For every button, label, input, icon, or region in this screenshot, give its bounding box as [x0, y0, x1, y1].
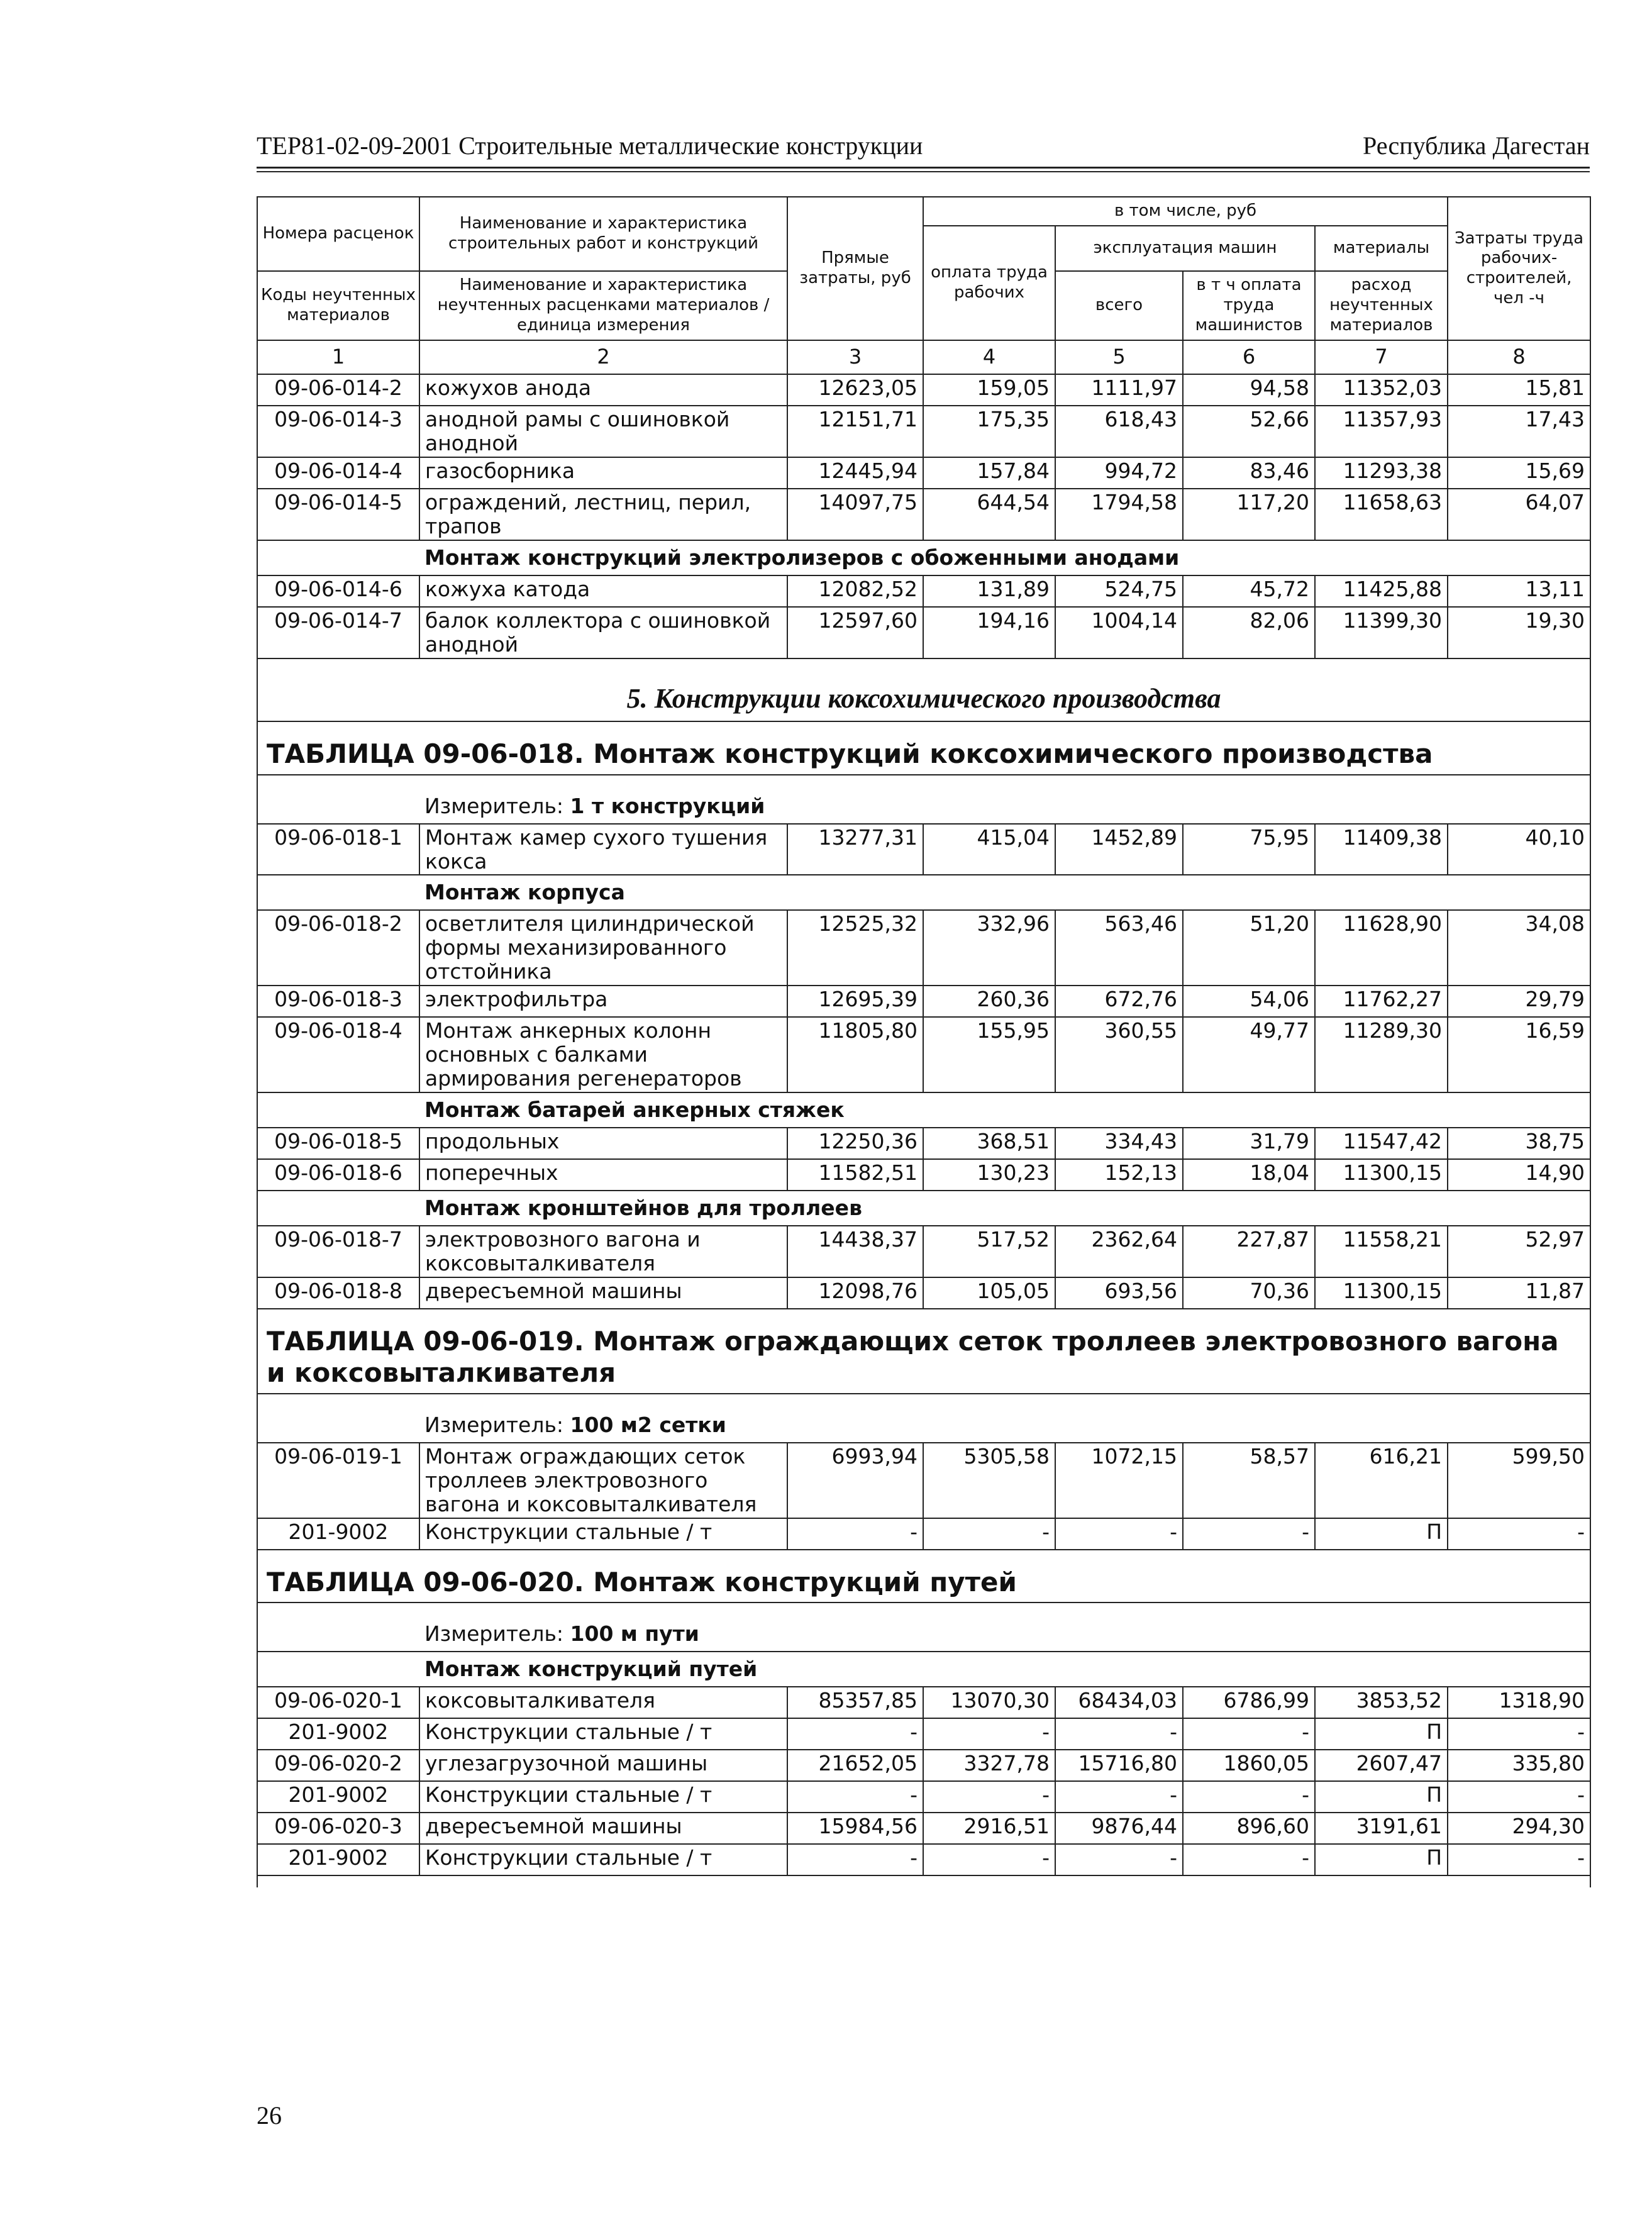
value-cell: 11,87: [1448, 1277, 1590, 1309]
value-cell: 2607,47: [1315, 1750, 1448, 1781]
value-cell: 12525,32: [787, 910, 923, 986]
value-cell: 12623,05: [787, 374, 923, 406]
section-heading-row: [257, 540, 1590, 575]
value-cell: 70,36: [1183, 1277, 1315, 1309]
work-name: ограждений, лестниц, перил, трапов: [419, 489, 787, 540]
table-row: [257, 1159, 1590, 1191]
col-header-machinists-wages: в т ч оплата труда машинистов: [1183, 271, 1315, 340]
work-name: анодной рамы с ошиновкой анодной: [419, 406, 787, 457]
table-title: ТАБЛИЦА 09-06-020. Монтаж конструкций путей: [257, 1550, 1590, 1603]
table-row: [257, 1687, 1590, 1718]
value-cell: 9876,44: [1055, 1813, 1183, 1844]
value-cell: 51,20: [1183, 910, 1315, 986]
value-cell: -: [1183, 1844, 1315, 1875]
value-cell: 13,11: [1448, 575, 1590, 607]
section-heading: Монтаж кронштейнов для троллеев: [419, 1191, 1590, 1226]
value-cell: 15,81: [1448, 374, 1590, 406]
value-cell: 14,90: [1448, 1159, 1590, 1191]
rate-code: 09-06-018-8: [257, 1277, 419, 1309]
value-cell: П: [1315, 1518, 1448, 1550]
value-cell: П: [1315, 1781, 1448, 1813]
table-row: [257, 489, 1590, 540]
value-cell: 1318,90: [1448, 1687, 1590, 1718]
value-cell: 11658,63: [1315, 489, 1448, 540]
value-cell: 12151,71: [787, 406, 923, 457]
work-name: Конструкции стальные / т: [419, 1718, 787, 1750]
value-cell: 2916,51: [923, 1813, 1055, 1844]
table-row: [257, 1750, 1590, 1781]
table-body: [257, 374, 1590, 1887]
value-cell: 12250,36: [787, 1128, 923, 1159]
value-cell: 415,04: [923, 824, 1055, 875]
value-cell: 75,95: [1183, 824, 1315, 875]
table-row: [257, 1226, 1590, 1277]
value-cell: 12695,39: [787, 986, 923, 1017]
value-cell: 368,51: [923, 1128, 1055, 1159]
value-cell: 175,35: [923, 406, 1055, 457]
rate-code: 09-06-018-6: [257, 1159, 419, 1191]
rate-code: 201-9002: [257, 1518, 419, 1550]
measure-value: 100 м пути: [570, 1621, 699, 1646]
table-row: [257, 1017, 1590, 1092]
table-row: [257, 1277, 1590, 1309]
spacer-cell: [257, 1652, 419, 1687]
value-cell: 227,87: [1183, 1226, 1315, 1277]
work-name: Конструкции стальные / т: [419, 1781, 787, 1813]
rate-code: 09-06-014-6: [257, 575, 419, 607]
value-cell: -: [787, 1718, 923, 1750]
spacer-cell: [257, 1191, 419, 1226]
work-name: кожуха катода: [419, 575, 787, 607]
value-cell: 618,43: [1055, 406, 1183, 457]
document-title: ТЕР81-02-09-2001 Строительные металлические конструкции: [257, 131, 923, 160]
measure-row: [257, 775, 1590, 824]
value-cell: 2362,64: [1055, 1226, 1183, 1277]
value-cell: -: [923, 1844, 1055, 1875]
value-cell: 16,59: [1448, 1017, 1590, 1092]
work-name: кожухов анода: [419, 374, 787, 406]
value-cell: -: [787, 1844, 923, 1875]
column-number: 8: [1448, 340, 1590, 374]
column-number: 5: [1055, 340, 1183, 374]
value-cell: 1072,15: [1055, 1443, 1183, 1518]
value-cell: -: [1183, 1518, 1315, 1550]
value-cell: 82,06: [1183, 607, 1315, 658]
value-cell: -: [1055, 1718, 1183, 1750]
measure-unit: [419, 775, 1590, 824]
work-name: Конструкции стальные / т: [419, 1844, 787, 1875]
value-cell: 194,16: [923, 607, 1055, 658]
value-cell: 3327,78: [923, 1750, 1055, 1781]
value-cell: 105,05: [923, 1277, 1055, 1309]
value-cell: 616,21: [1315, 1443, 1448, 1518]
rate-code: 201-9002: [257, 1718, 419, 1750]
table-title-row: [257, 1550, 1590, 1603]
value-cell: 896,60: [1183, 1813, 1315, 1844]
rate-code: 09-06-019-1: [257, 1443, 419, 1518]
value-cell: 1794,58: [1055, 489, 1183, 540]
rate-code: 09-06-018-2: [257, 910, 419, 986]
col-header-machines-total: всего: [1055, 271, 1183, 340]
value-cell: 11399,30: [1315, 607, 1448, 658]
work-name: продольных: [419, 1128, 787, 1159]
rate-code: 09-06-020-1: [257, 1687, 419, 1718]
value-cell: -: [1055, 1844, 1183, 1875]
value-cell: 54,06: [1183, 986, 1315, 1017]
value-cell: -: [923, 1518, 1055, 1550]
work-name: поперечных: [419, 1159, 787, 1191]
table-header: [257, 197, 1590, 374]
value-cell: 85357,85: [787, 1687, 923, 1718]
table-row: [257, 910, 1590, 986]
col-header-codes-unaccounted: Коды неучтенных материалов: [257, 271, 419, 340]
value-cell: 11289,30: [1315, 1017, 1448, 1092]
value-cell: -: [1448, 1518, 1590, 1550]
spacer-row: [257, 1875, 1590, 1887]
section-heading-row: [257, 875, 1590, 910]
value-cell: 52,97: [1448, 1226, 1590, 1277]
value-cell: 13277,31: [787, 824, 923, 875]
column-number: 1: [257, 340, 419, 374]
table-row: [257, 1718, 1590, 1750]
column-number: 3: [787, 340, 923, 374]
value-cell: 11425,88: [1315, 575, 1448, 607]
value-cell: -: [923, 1781, 1055, 1813]
value-cell: -: [1055, 1781, 1183, 1813]
rate-code: 09-06-014-7: [257, 607, 419, 658]
table-row: [257, 1518, 1590, 1550]
spacer-cell: [257, 1092, 419, 1128]
value-cell: 3191,61: [1315, 1813, 1448, 1844]
section-heading: Монтаж конструкций электролизеров с обоженными анодами: [419, 540, 1590, 575]
table-row: [257, 1844, 1590, 1875]
work-name: газосборника: [419, 457, 787, 489]
table-row: [257, 986, 1590, 1017]
value-cell: 11805,80: [787, 1017, 923, 1092]
value-cell: П: [1315, 1844, 1448, 1875]
value-cell: 45,72: [1183, 575, 1315, 607]
table-row: [257, 374, 1590, 406]
table-row: [257, 1781, 1590, 1813]
table-row: [257, 1813, 1590, 1844]
value-cell: 1004,14: [1055, 607, 1183, 658]
work-name: коксовыталкивателя: [419, 1687, 787, 1718]
work-name: Монтаж камер сухого тушения кокса: [419, 824, 787, 875]
chapter-title-row: [257, 658, 1590, 722]
rate-code: 09-06-018-5: [257, 1128, 419, 1159]
value-cell: 83,46: [1183, 457, 1315, 489]
value-cell: 31,79: [1183, 1128, 1315, 1159]
col-header-group: в том числе, руб: [923, 197, 1448, 226]
value-cell: 11293,38: [1315, 457, 1448, 489]
spacer-cell: [257, 775, 419, 824]
work-name: двересъемной машины: [419, 1813, 787, 1844]
rate-code: 09-06-014-4: [257, 457, 419, 489]
col-header-codes: Номера расценок: [257, 197, 419, 271]
section-heading-row: [257, 1652, 1590, 1687]
region-name: Республика Дагестан: [1363, 131, 1590, 160]
value-cell: 159,05: [923, 374, 1055, 406]
value-cell: 12098,76: [787, 1277, 923, 1309]
value-cell: 11300,15: [1315, 1277, 1448, 1309]
col-header-wages: оплата труда рабочих: [923, 226, 1055, 340]
col-header-labor-hours: Затраты труда рабочих-строителей, чел -ч: [1448, 197, 1590, 340]
value-cell: 693,56: [1055, 1277, 1183, 1309]
value-cell: 64,07: [1448, 489, 1590, 540]
value-cell: 11300,15: [1315, 1159, 1448, 1191]
section-heading: Монтаж батарей анкерных стяжек: [419, 1092, 1590, 1128]
table-title: ТАБЛИЦА 09-06-018. Монтаж конструкций коксохимического производства: [257, 721, 1590, 774]
rate-code: 201-9002: [257, 1781, 419, 1813]
value-cell: 294,30: [1448, 1813, 1590, 1844]
value-cell: 49,77: [1183, 1017, 1315, 1092]
value-cell: 131,89: [923, 575, 1055, 607]
table-row: [257, 824, 1590, 875]
value-cell: 29,79: [1448, 986, 1590, 1017]
value-cell: 14097,75: [787, 489, 923, 540]
value-cell: 152,13: [1055, 1159, 1183, 1191]
value-cell: 334,43: [1055, 1128, 1183, 1159]
work-name: электровозного вагона и коксовыталкивателя: [419, 1226, 787, 1277]
section-heading: Монтаж корпуса: [419, 875, 1590, 910]
work-name: балок коллектора с ошиновкой анодной: [419, 607, 787, 658]
rate-code: 09-06-014-5: [257, 489, 419, 540]
rate-code: 09-06-014-2: [257, 374, 419, 406]
value-cell: 1860,05: [1183, 1750, 1315, 1781]
value-cell: -: [1448, 1844, 1590, 1875]
value-cell: 117,20: [1183, 489, 1315, 540]
rate-code: 09-06-020-3: [257, 1813, 419, 1844]
col-header-name-unaccounted: Наименование и характеристика неучтенных расценками материалов / единица измерения: [419, 271, 787, 340]
rate-code: 09-06-018-7: [257, 1226, 419, 1277]
section-heading: Монтаж конструкций путей: [419, 1652, 1590, 1687]
work-name: Монтаж ограждающих сеток троллеев электровозного вагона и коксовыталкивателя: [419, 1443, 787, 1518]
value-cell: 15716,80: [1055, 1750, 1183, 1781]
col-header-materials: материалы: [1315, 226, 1448, 271]
measure-label: Измеритель:: [424, 1621, 564, 1646]
col-header-direct-costs: Прямые затраты, руб: [787, 197, 923, 340]
value-cell: 260,36: [923, 986, 1055, 1017]
rate-code: 09-06-014-3: [257, 406, 419, 457]
measure-value: 100 м2 сетки: [570, 1412, 726, 1437]
value-cell: -: [787, 1518, 923, 1550]
table-row: [257, 1443, 1590, 1518]
value-cell: 11547,42: [1315, 1128, 1448, 1159]
value-cell: 12597,60: [787, 607, 923, 658]
value-cell: 52,66: [1183, 406, 1315, 457]
value-cell: 157,84: [923, 457, 1055, 489]
value-cell: 1111,97: [1055, 374, 1183, 406]
value-cell: 34,08: [1448, 910, 1590, 986]
spacer-cell: [257, 1875, 1590, 1887]
column-number: 2: [419, 340, 787, 374]
rate-code: 201-9002: [257, 1844, 419, 1875]
value-cell: 672,76: [1055, 986, 1183, 1017]
value-cell: -: [787, 1781, 923, 1813]
table-row: [257, 1128, 1590, 1159]
value-cell: 11558,21: [1315, 1226, 1448, 1277]
value-cell: -: [1183, 1781, 1315, 1813]
value-cell: 994,72: [1055, 457, 1183, 489]
value-cell: 11762,27: [1315, 986, 1448, 1017]
spacer-cell: [257, 1603, 419, 1652]
value-cell: -: [1183, 1718, 1315, 1750]
rate-code: 09-06-018-3: [257, 986, 419, 1017]
column-number: 6: [1183, 340, 1315, 374]
rate-code: 09-06-020-2: [257, 1750, 419, 1781]
work-name: электрофильтра: [419, 986, 787, 1017]
value-cell: 5305,58: [923, 1443, 1055, 1518]
value-cell: 1452,89: [1055, 824, 1183, 875]
measure-row: [257, 1394, 1590, 1443]
value-cell: 58,57: [1183, 1443, 1315, 1518]
value-cell: 11628,90: [1315, 910, 1448, 986]
page-number: 26: [257, 2101, 282, 2130]
value-cell: 599,50: [1448, 1443, 1590, 1518]
measure-row: [257, 1603, 1590, 1652]
value-cell: 94,58: [1183, 374, 1315, 406]
value-cell: 40,10: [1448, 824, 1590, 875]
value-cell: 6786,99: [1183, 1687, 1315, 1718]
value-cell: 15984,56: [787, 1813, 923, 1844]
table-row: [257, 575, 1590, 607]
value-cell: 517,52: [923, 1226, 1055, 1277]
measure-label: Измеритель:: [424, 793, 564, 818]
rate-code: 09-06-018-4: [257, 1017, 419, 1092]
table-title-row: [257, 1309, 1590, 1394]
value-cell: 360,55: [1055, 1017, 1183, 1092]
value-cell: 17,43: [1448, 406, 1590, 457]
value-cell: 68434,03: [1055, 1687, 1183, 1718]
spacer-cell: [257, 540, 419, 575]
rate-code: 09-06-018-1: [257, 824, 419, 875]
value-cell: 13070,30: [923, 1687, 1055, 1718]
value-cell: 12445,94: [787, 457, 923, 489]
section-heading-row: [257, 1191, 1590, 1226]
measure-label: Измеритель:: [424, 1412, 564, 1437]
value-cell: 11352,03: [1315, 374, 1448, 406]
value-cell: 6993,94: [787, 1443, 923, 1518]
value-cell: 12082,52: [787, 575, 923, 607]
page-header: [257, 129, 1590, 169]
measure-unit: [419, 1394, 1590, 1443]
value-cell: 11357,93: [1315, 406, 1448, 457]
price-table: [257, 196, 1590, 1887]
value-cell: 18,04: [1183, 1159, 1315, 1191]
col-header-machines: эксплуатация машин: [1055, 226, 1315, 271]
value-cell: 38,75: [1448, 1128, 1590, 1159]
spacer-cell: [257, 1394, 419, 1443]
col-header-name: Наименование и характеристика строительных работ и конструкций: [419, 197, 787, 271]
col-header-unaccounted-materials: расход неучтенных материалов: [1315, 271, 1448, 340]
value-cell: 14438,37: [787, 1226, 923, 1277]
chapter-title: 5. Конструкции коксохимического производства: [257, 658, 1590, 722]
value-cell: П: [1315, 1718, 1448, 1750]
work-name: двересъемной машины: [419, 1277, 787, 1309]
value-cell: -: [1448, 1718, 1590, 1750]
value-cell: 21652,05: [787, 1750, 923, 1781]
value-cell: 3853,52: [1315, 1687, 1448, 1718]
value-cell: -: [923, 1718, 1055, 1750]
table-title: ТАБЛИЦА 09-06-019. Монтаж ограждающих сеток троллеев электровозного вагона и коксовыталкивателя: [257, 1309, 1590, 1394]
value-cell: 524,75: [1055, 575, 1183, 607]
value-cell: 644,54: [923, 489, 1055, 540]
table-row: [257, 607, 1590, 658]
value-cell: -: [1448, 1781, 1590, 1813]
value-cell: 335,80: [1448, 1750, 1590, 1781]
measure-value: 1 т конструкций: [570, 793, 765, 818]
value-cell: -: [1055, 1518, 1183, 1550]
section-heading-row: [257, 1092, 1590, 1128]
work-name: углезагрузочной машины: [419, 1750, 787, 1781]
table-title-row: [257, 721, 1590, 774]
value-cell: 11409,38: [1315, 824, 1448, 875]
work-name: Конструкции стальные / т: [419, 1518, 787, 1550]
work-name: Монтаж анкерных колонн основных с балками армирования регенераторов: [419, 1017, 787, 1092]
value-cell: 15,69: [1448, 457, 1590, 489]
value-cell: 19,30: [1448, 607, 1590, 658]
value-cell: 332,96: [923, 910, 1055, 986]
work-name: осветлителя цилиндрической формы механизированного отстойника: [419, 910, 787, 986]
measure-unit: [419, 1603, 1590, 1652]
column-numbers-row: [257, 340, 1590, 374]
value-cell: 130,23: [923, 1159, 1055, 1191]
table-row: [257, 406, 1590, 457]
spacer-cell: [257, 875, 419, 910]
value-cell: 11582,51: [787, 1159, 923, 1191]
value-cell: 563,46: [1055, 910, 1183, 986]
table-row: [257, 457, 1590, 489]
column-number: 7: [1315, 340, 1448, 374]
column-number: 4: [923, 340, 1055, 374]
value-cell: 155,95: [923, 1017, 1055, 1092]
